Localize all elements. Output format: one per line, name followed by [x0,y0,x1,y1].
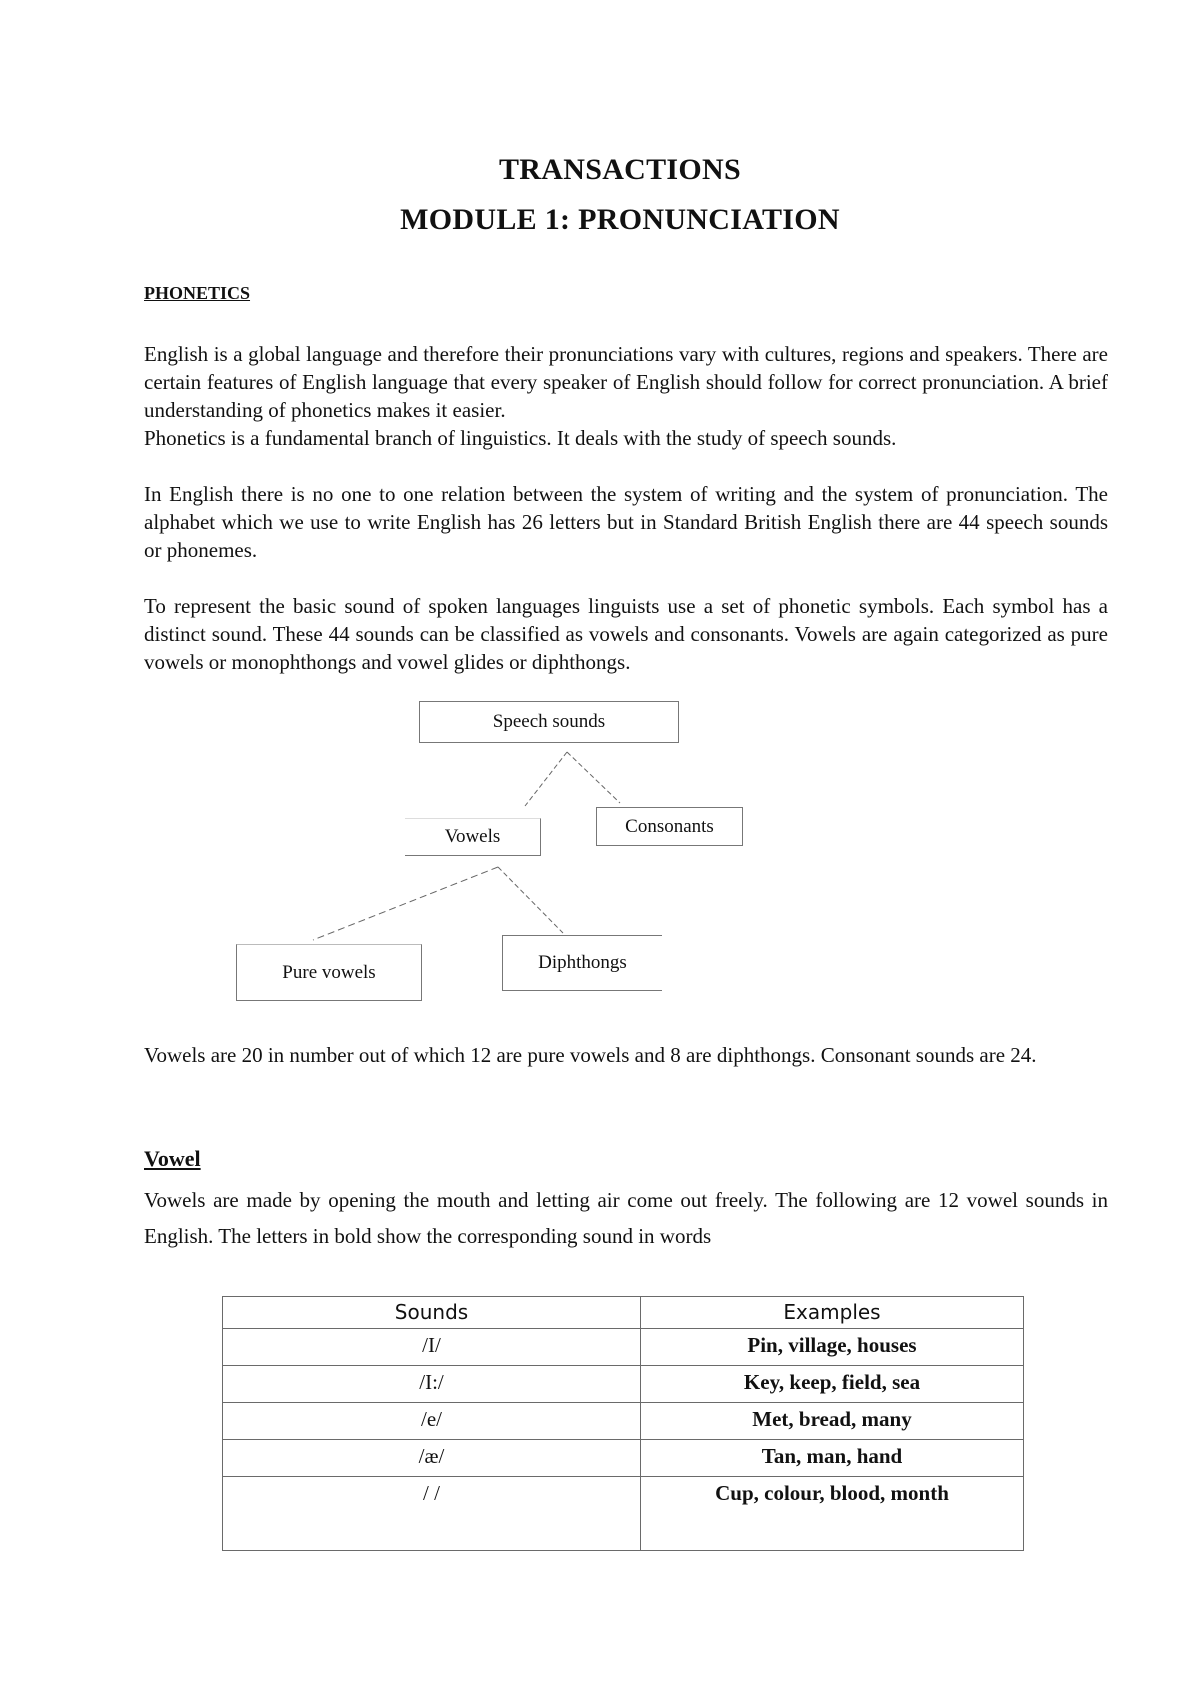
diagram-node-pure-vowels: Pure vowels [236,944,422,1001]
examples-cell: Key, keep, field, sea [641,1366,1024,1403]
vowel-count-paragraph: Vowels are 20 in number out of which 12 are pure vowels and 8 are diphthongs. Consonant sounds are 24. [144,1043,1037,1067]
table-row [223,1440,1024,1477]
document-title: TRANSACTIONS [499,153,741,186]
vowel-heading: Vowel [144,1146,201,1171]
module-title: MODULE 1: PRONUNCIATION [400,203,840,236]
sound-cell: / / [223,1477,641,1551]
column-header-examples: Examples [641,1297,1024,1329]
table-header-row [223,1297,1024,1329]
sound-cell: /æ/ [223,1440,641,1477]
examples-cell: Tan, man, hand [641,1440,1024,1477]
sound-cell: /I:/ [223,1366,641,1403]
vowel-sounds-table [222,1296,1024,1551]
diagram-node-vowels: Vowels [405,818,541,856]
table-row [223,1403,1024,1440]
phonetics-heading: PHONETICS [144,283,251,303]
sound-cell: /I/ [223,1329,641,1366]
examples-cell: Cup, colour, blood, month [641,1477,1024,1551]
diagram-node-speech-sounds: Speech sounds [419,701,679,743]
examples-cell: Pin, village, houses [641,1329,1024,1366]
phonetic-symbols-paragraph: To represent the basic sound of spoken languages linguists use a set of phonetic symbols. Each symbol has a distinct sound. These 44 sounds can be classified as vowels and consonants. Vowels are again categorized as pure vowels or monophthongs and vowel glides or diphthongs. [144,594,1108,674]
intro-paragraph [144,340,1108,452]
examples-cell: Met, bread, many [641,1403,1024,1440]
connector-root-vowels [525,752,567,806]
intro-text: English is a global language and therefore their pronunciations vary with cultures, regions and speakers. There are certain features of English language that every speaker of English should follow for correct pronunciation. A brief understanding of phonetics makes it easier. [144,342,1108,422]
sound-cell: /e/ [223,1403,641,1440]
phonetics-definition: Phonetics is a fundamental branch of linguistics. It deals with the study of speech sounds. [144,426,897,450]
column-header-sounds: Sounds [223,1297,641,1329]
table-row [223,1477,1024,1551]
table-row [223,1366,1024,1403]
diagram-node-diphthongs: Diphthongs [502,935,662,991]
connector-vowels-diph [498,867,563,933]
vowel-description: Vowels are made by opening the mouth and letting air come out freely. The following are 12 vowel sounds in English. The letters in bold show the corresponding sound in words [144,1188,1108,1248]
table-row [223,1329,1024,1366]
connector-root-consonants [567,752,620,803]
writing-system-paragraph: In English there is no one to one relation between the system of writing and the system of pronunciation. The alphabet which we use to write English has 26 letters but in Standard British English there are 44 speech sounds or phonemes. [144,482,1108,562]
diagram-node-consonants: Consonants [596,807,743,846]
connector-vowels-pure [313,867,498,940]
